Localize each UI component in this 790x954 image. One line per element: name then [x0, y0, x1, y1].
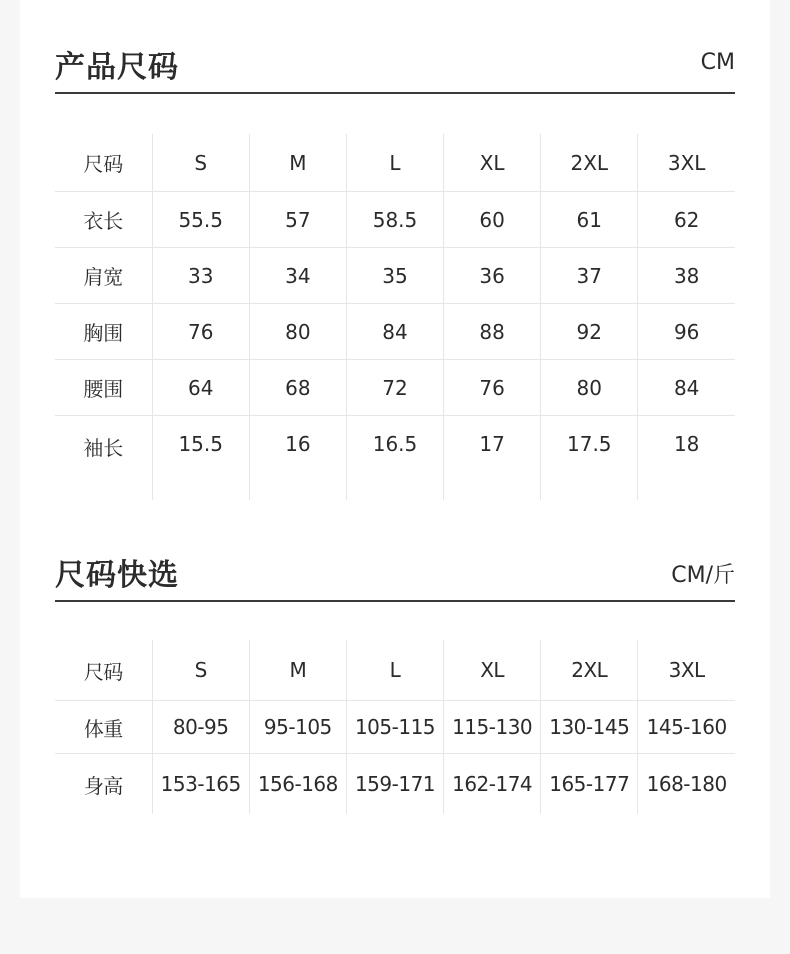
value-cell: 115-130 — [444, 701, 541, 754]
product-size-header — [55, 0, 735, 94]
header-row — [55, 640, 735, 701]
table-row — [55, 248, 735, 304]
product-size-section — [55, 0, 735, 460]
value-cell: 38 — [638, 248, 735, 304]
row-label-cell: 衣长 — [55, 192, 152, 248]
size-header-cell: L — [346, 134, 443, 192]
value-cell: 84 — [638, 360, 735, 416]
value-cell: 55.5 — [152, 192, 249, 248]
value-cell: 60 — [444, 192, 541, 248]
value-cell: 80 — [541, 360, 638, 416]
quick-size-title: 尺码快选 — [55, 558, 179, 593]
row-label-cell: 体重 — [55, 701, 152, 754]
value-cell: 37 — [541, 248, 638, 304]
value-cell: 68 — [249, 360, 346, 416]
row-label-cell: 袖长 — [83, 436, 124, 460]
value-cell: 156-168 — [249, 754, 346, 815]
row-label-cell: 身高 — [83, 773, 123, 798]
value-cell: 15.5 — [152, 416, 249, 501]
value-cell: 145-160 — [638, 701, 735, 754]
value-cell: 61 — [541, 192, 638, 248]
product-size-unit: CM — [700, 50, 735, 75]
value-cell: 80-95 — [152, 701, 249, 754]
value-cell: 95-105 — [249, 701, 346, 754]
value-cell: 57 — [249, 192, 346, 248]
value-cell: 92 — [541, 304, 638, 360]
table-row — [55, 304, 735, 360]
size-header-cell: M — [249, 640, 346, 701]
size-header-cell: 3XL — [638, 134, 735, 192]
value-cell: 96 — [638, 304, 735, 360]
value-cell: 72 — [346, 360, 443, 416]
product-size-title: 产品尺码 — [55, 50, 179, 85]
value-cell: 35 — [346, 248, 443, 304]
value-cell: 130-145 — [541, 701, 638, 754]
size-header-cell: S — [152, 640, 249, 701]
size-header-cell: 3XL — [638, 640, 735, 701]
value-cell: 165-177 — [541, 754, 638, 815]
size-header-cell: L — [346, 640, 443, 701]
row-label-cell: 尺码 — [55, 134, 152, 192]
value-cell: 16.5 — [346, 416, 443, 501]
value-cell: 84 — [346, 304, 443, 360]
value-cell: 76 — [444, 360, 541, 416]
value-cell: 80 — [249, 304, 346, 360]
header-row — [55, 134, 735, 192]
value-cell: 64 — [152, 360, 249, 416]
size-header-cell: 2XL — [541, 640, 638, 701]
quick-size-section — [55, 508, 735, 798]
value-cell: 18 — [638, 416, 735, 501]
value-cell: 34 — [249, 248, 346, 304]
product-size-table — [55, 134, 735, 500]
value-cell: 162-174 — [444, 754, 541, 815]
table-row — [55, 754, 735, 815]
value-cell: 168-180 — [638, 754, 735, 815]
size-header-cell: S — [152, 134, 249, 192]
value-cell: 36 — [444, 248, 541, 304]
size-chart-card — [20, 0, 770, 898]
row-label-cell: 肩宽 — [55, 248, 152, 304]
value-cell: 33 — [152, 248, 249, 304]
table-row — [55, 192, 735, 248]
size-header-cell: XL — [444, 640, 541, 701]
value-cell: 17 — [444, 416, 541, 501]
value-cell: 105-115 — [346, 701, 443, 754]
value-cell: 159-171 — [346, 754, 443, 815]
quick-size-table — [55, 640, 735, 814]
value-cell: 17.5 — [541, 416, 638, 501]
value-cell: 76 — [152, 304, 249, 360]
quick-size-header — [55, 508, 735, 602]
value-cell: 88 — [444, 304, 541, 360]
quick-size-unit: CM/斤 — [671, 563, 735, 588]
value-cell: 62 — [638, 192, 735, 248]
row-label-cell: 胸围 — [55, 304, 152, 360]
row-label-cell: 腰围 — [55, 360, 152, 416]
size-header-cell: 2XL — [541, 134, 638, 192]
value-cell: 58.5 — [346, 192, 443, 248]
table-row — [55, 701, 735, 754]
value-cell: 153-165 — [152, 754, 249, 815]
row-label-cell: 尺码 — [55, 640, 152, 701]
table-row — [55, 360, 735, 416]
size-header-cell: XL — [444, 134, 541, 192]
size-header-cell: M — [249, 134, 346, 192]
value-cell: 16 — [249, 416, 346, 501]
table-row — [55, 416, 735, 501]
